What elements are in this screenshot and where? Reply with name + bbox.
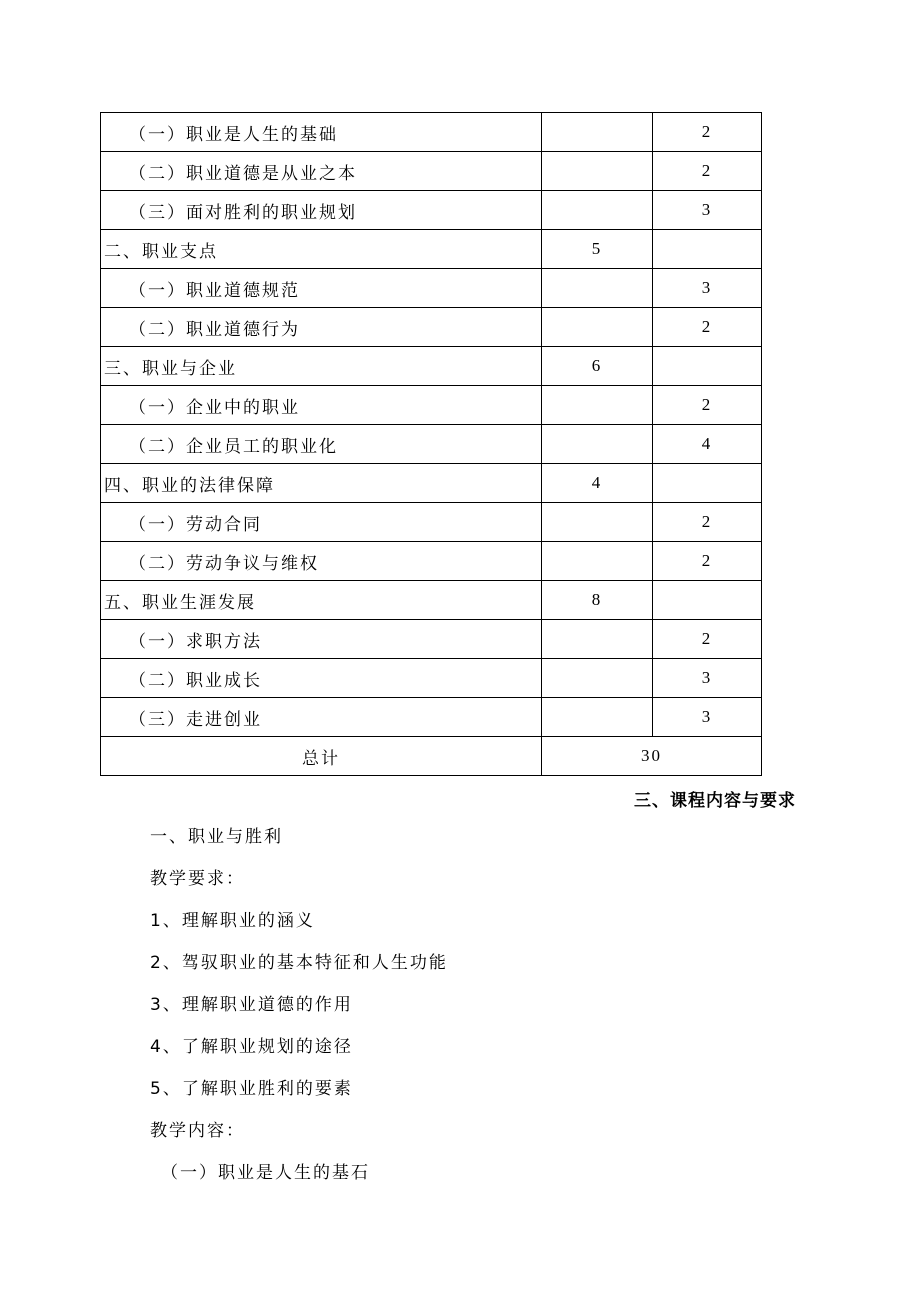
- content-line: 2、驾驭职业的基本特征和人生功能: [150, 953, 448, 973]
- row-hours: 4: [542, 464, 653, 503]
- row-sub-hours: [653, 464, 762, 503]
- course-content-list: [150, 820, 448, 1198]
- row-hours: 6: [542, 347, 653, 386]
- table-row: [101, 269, 762, 308]
- total-row: [101, 737, 762, 776]
- row-sub-hours: 2: [653, 542, 762, 581]
- row-hours: [542, 659, 653, 698]
- row-sub-hours: [653, 581, 762, 620]
- content-line: 教学要求：: [150, 869, 245, 889]
- row-label: （二）职业道德是从业之本: [101, 152, 542, 191]
- content-line: 3、理解职业道德的作用: [150, 995, 353, 1015]
- row-hours: [542, 191, 653, 230]
- row-hours: [542, 113, 653, 152]
- row-sub-hours: 2: [653, 620, 762, 659]
- table-row: [101, 620, 762, 659]
- row-label: （一）企业中的职业: [101, 386, 542, 425]
- table-row: [101, 581, 762, 620]
- row-sub-hours: 3: [653, 191, 762, 230]
- total-label: 总计: [101, 737, 542, 776]
- content-line: 教学内容：: [150, 1121, 245, 1141]
- row-label: （三）走进创业: [101, 698, 542, 737]
- row-hours: [542, 152, 653, 191]
- table-row: [101, 230, 762, 269]
- table-row: [101, 659, 762, 698]
- row-sub-hours: 2: [653, 152, 762, 191]
- row-label: （一）职业道德规范: [101, 269, 542, 308]
- row-hours: [542, 620, 653, 659]
- content-line: 4、了解职业规划的途径: [150, 1037, 353, 1057]
- table-row: [101, 425, 762, 464]
- row-sub-hours: 3: [653, 269, 762, 308]
- row-hours: [542, 269, 653, 308]
- table-row: [101, 113, 762, 152]
- row-label: （二）职业道德行为: [101, 308, 542, 347]
- row-hours: [542, 503, 653, 542]
- row-label: （一）职业是人生的基础: [101, 113, 542, 152]
- row-label: （二）职业成长: [101, 659, 542, 698]
- table-row: [101, 503, 762, 542]
- row-sub-hours: 2: [653, 308, 762, 347]
- row-hours: [542, 698, 653, 737]
- content-line: 5、了解职业胜利的要素: [150, 1079, 353, 1099]
- row-hours: 8: [542, 581, 653, 620]
- total-value: 30: [542, 737, 762, 776]
- table-row: [101, 542, 762, 581]
- content-line: 一、职业与胜利: [150, 827, 283, 847]
- row-sub-hours: [653, 230, 762, 269]
- row-hours: [542, 386, 653, 425]
- row-label: 二、职业支点: [101, 230, 542, 269]
- row-label: （二）劳动争议与维权: [101, 542, 542, 581]
- row-hours: [542, 425, 653, 464]
- table-row: [101, 308, 762, 347]
- course-hours-table-body: [101, 113, 762, 737]
- table-row: [101, 386, 762, 425]
- course-hours-table: [100, 112, 762, 776]
- row-hours: 5: [542, 230, 653, 269]
- table-row: [101, 347, 762, 386]
- content-line: 1、理解职业的涵义: [150, 911, 315, 931]
- row-hours: [542, 542, 653, 581]
- row-sub-hours: 3: [653, 659, 762, 698]
- row-label: （一）劳动合同: [101, 503, 542, 542]
- row-label: （二）企业员工的职业化: [101, 425, 542, 464]
- row-sub-hours: [653, 347, 762, 386]
- table-row: [101, 464, 762, 503]
- table-row: [101, 152, 762, 191]
- row-sub-hours: 3: [653, 698, 762, 737]
- row-hours: [542, 308, 653, 347]
- row-sub-hours: 2: [653, 503, 762, 542]
- row-label: 四、职业的法律保障: [101, 464, 542, 503]
- row-sub-hours: 2: [653, 113, 762, 152]
- row-label: 五、职业生涯发展: [101, 581, 542, 620]
- row-label: 三、职业与企业: [101, 347, 542, 386]
- table-row: [101, 191, 762, 230]
- section-heading: 三、课程内容与要求: [634, 791, 796, 811]
- row-sub-hours: 4: [653, 425, 762, 464]
- row-sub-hours: 2: [653, 386, 762, 425]
- table-row: [101, 698, 762, 737]
- row-label: （一）求职方法: [101, 620, 542, 659]
- content-line: （一）职业是人生的基石: [161, 1163, 370, 1183]
- row-label: （三）面对胜利的职业规划: [101, 191, 542, 230]
